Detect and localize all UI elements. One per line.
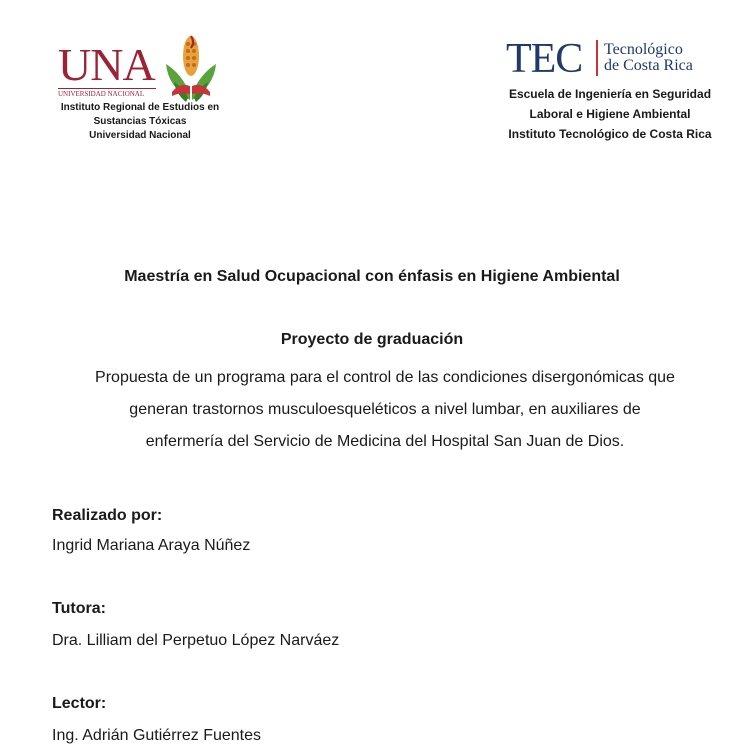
reader-name: Ing. Adrián Gutiérrez Fuentes <box>52 727 261 744</box>
una-plant-emblem-icon <box>162 34 220 104</box>
una-institution-text <box>30 101 250 143</box>
project-title-line: Propuesta de un programa para el control de las condiciones disergonómicas que <box>95 369 675 386</box>
tec-wordmark: TEC <box>506 36 583 82</box>
tec-logo <box>506 38 716 80</box>
author-label: Realizado por: <box>52 507 163 524</box>
project-title <box>40 362 730 458</box>
tec-name-line: de Costa Rica <box>604 57 693 74</box>
una-line: Instituto Regional de Estudios en <box>60 102 220 113</box>
project-title-line: enfermería del Servicio de Medicina del Hospital San Juan de Dios. <box>145 433 625 450</box>
project-title-line: generan trastornos musculoesqueléticos a nivel lumbar, en auxiliares de <box>129 401 641 418</box>
una-subtext: UNIVERSIDAD NACIONAL <box>58 88 156 98</box>
una-wordmark: UNA <box>58 39 155 90</box>
una-line: Sustancias Tóxicas <box>93 116 187 127</box>
tec-name <box>604 42 693 74</box>
tutor-label: Tutora: <box>52 600 106 617</box>
una-logo <box>52 34 222 104</box>
tec-divider <box>596 40 598 76</box>
una-line: Universidad Nacional <box>89 130 191 141</box>
program-title: Maestría en Salud Ocupacional con énfasis en Higiene Ambiental <box>124 268 620 285</box>
tec-line: Escuela de Ingeniería en Seguridad <box>508 87 712 101</box>
tutor-name: Dra. Lilliam del Perpetuo López Narváez <box>52 632 340 649</box>
tec-line: Instituto Tecnológico de Costa Rica <box>508 127 712 141</box>
reader-label: Lector: <box>52 695 107 712</box>
document-type: Proyecto de graduación <box>280 331 464 348</box>
tec-line: Laboral e Higiene Ambiental <box>529 107 691 121</box>
author-name: Ingrid Mariana Araya Núñez <box>52 537 251 554</box>
tec-institution-text <box>492 84 728 144</box>
tec-name-line: Tecnológico <box>604 41 683 58</box>
